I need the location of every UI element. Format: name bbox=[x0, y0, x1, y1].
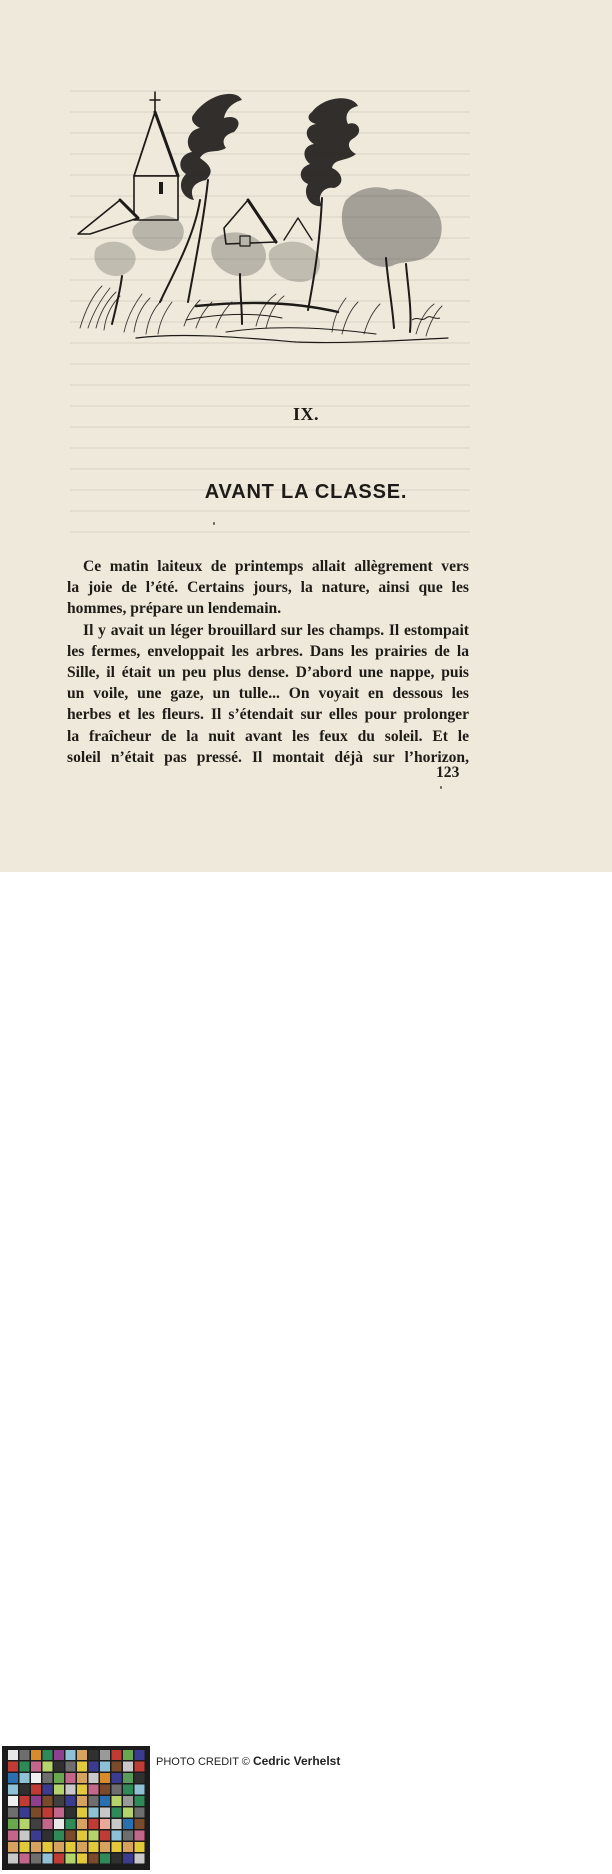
chapter-title: AVANT LA CLASSE. bbox=[204, 481, 408, 503]
color-swatch bbox=[77, 1808, 87, 1818]
ink-speck bbox=[440, 786, 442, 789]
color-swatch bbox=[100, 1854, 110, 1864]
ink-speck bbox=[213, 522, 215, 525]
color-swatch bbox=[31, 1773, 41, 1783]
color-swatch bbox=[31, 1831, 41, 1841]
color-swatch bbox=[77, 1750, 87, 1760]
color-swatch bbox=[123, 1750, 133, 1760]
text-line: un voile, une gaze, un tulle... On voyait en dessous les bbox=[67, 685, 469, 703]
color-swatch bbox=[100, 1819, 110, 1829]
credit-name: Cedric Verhelst bbox=[252, 1754, 341, 1768]
chapter-number: IX. bbox=[292, 404, 319, 424]
color-swatch bbox=[135, 1785, 145, 1795]
color-swatch bbox=[89, 1831, 99, 1841]
color-swatch bbox=[54, 1785, 64, 1795]
color-swatch bbox=[8, 1750, 18, 1760]
color-swatch bbox=[43, 1796, 53, 1806]
color-swatch bbox=[135, 1819, 145, 1829]
color-swatch bbox=[135, 1854, 145, 1864]
color-swatch bbox=[8, 1785, 18, 1795]
color-swatch bbox=[43, 1831, 53, 1841]
color-swatch bbox=[112, 1842, 122, 1852]
color-swatch bbox=[77, 1831, 87, 1841]
credit-label: PHOTO CREDIT © bbox=[156, 1756, 250, 1768]
color-swatch bbox=[66, 1831, 76, 1841]
color-swatch bbox=[77, 1796, 87, 1806]
color-swatch bbox=[112, 1750, 122, 1760]
color-swatch bbox=[77, 1785, 87, 1795]
color-swatch bbox=[43, 1854, 53, 1864]
text-line: Ce matin laiteux de printemps allait allègrement vers bbox=[83, 558, 469, 575]
text-line: hommes, prépare un lendemain. bbox=[67, 600, 282, 618]
color-swatch bbox=[20, 1842, 30, 1852]
color-swatch bbox=[135, 1762, 145, 1772]
color-swatch bbox=[66, 1762, 76, 1772]
color-swatch bbox=[20, 1819, 30, 1829]
color-swatch bbox=[20, 1808, 30, 1818]
color-swatch bbox=[135, 1773, 145, 1783]
color-swatch bbox=[20, 1750, 30, 1760]
color-swatch bbox=[135, 1796, 145, 1806]
color-swatch bbox=[54, 1819, 64, 1829]
color-swatch bbox=[43, 1842, 53, 1852]
color-swatch bbox=[66, 1854, 76, 1864]
color-swatch bbox=[43, 1819, 53, 1829]
color-swatch bbox=[8, 1854, 18, 1864]
color-swatch bbox=[54, 1796, 64, 1806]
text-line: la fraîcheur de la nuit avant les feux du soleil. Et le bbox=[67, 727, 469, 745]
color-swatch bbox=[31, 1750, 41, 1760]
color-swatch bbox=[31, 1842, 41, 1852]
color-swatch bbox=[31, 1796, 41, 1806]
color-swatch bbox=[8, 1819, 18, 1829]
color-swatch bbox=[54, 1808, 64, 1818]
color-swatch bbox=[54, 1842, 64, 1852]
color-swatch bbox=[123, 1773, 133, 1783]
text-line: herbes et les fleurs. Il s’étendait sur elles pour prolonger bbox=[67, 706, 469, 724]
color-swatch bbox=[66, 1785, 76, 1795]
color-swatch bbox=[135, 1808, 145, 1818]
color-swatch bbox=[54, 1831, 64, 1841]
color-swatch bbox=[8, 1831, 18, 1841]
color-swatch bbox=[112, 1796, 122, 1806]
color-swatch bbox=[43, 1773, 53, 1783]
color-swatch bbox=[77, 1854, 87, 1864]
color-swatch bbox=[20, 1773, 30, 1783]
color-swatch bbox=[123, 1762, 133, 1772]
color-swatch bbox=[89, 1796, 99, 1806]
color-swatch bbox=[20, 1796, 30, 1806]
color-swatch bbox=[31, 1854, 41, 1864]
color-swatch bbox=[89, 1762, 99, 1772]
body-text bbox=[67, 556, 469, 768]
footer-strip bbox=[0, 872, 612, 1768]
color-swatch bbox=[112, 1831, 122, 1841]
color-swatch bbox=[66, 1808, 76, 1818]
text-line: soleil n’était pas pressé. Il montait déjà sur l’horizon, bbox=[67, 748, 469, 766]
book-page bbox=[0, 0, 612, 872]
color-swatch bbox=[8, 1796, 18, 1806]
color-swatch bbox=[123, 1785, 133, 1795]
text-line: Sille, il était un peu plus dense. D’abord une nappe, puis bbox=[67, 664, 469, 682]
color-swatch bbox=[112, 1808, 122, 1818]
color-swatch bbox=[8, 1842, 18, 1852]
color-swatch bbox=[112, 1854, 122, 1864]
color-swatch bbox=[123, 1796, 133, 1806]
color-swatch bbox=[54, 1762, 64, 1772]
color-swatch bbox=[66, 1773, 76, 1783]
color-swatch bbox=[89, 1785, 99, 1795]
color-swatch bbox=[100, 1796, 110, 1806]
color-calibration-chart bbox=[2, 1746, 150, 1870]
church-and-trees-illustration bbox=[76, 88, 452, 346]
color-swatch bbox=[123, 1819, 133, 1829]
color-swatch bbox=[89, 1750, 99, 1760]
color-swatch bbox=[135, 1842, 145, 1852]
color-swatch bbox=[123, 1842, 133, 1852]
color-swatch bbox=[112, 1819, 122, 1829]
color-swatch bbox=[54, 1750, 64, 1760]
color-swatch bbox=[112, 1773, 122, 1783]
text-line: la joie de l’été. Certains jours, la nature, ainsi que les bbox=[67, 579, 469, 597]
color-swatch bbox=[77, 1819, 87, 1829]
color-swatch bbox=[31, 1785, 41, 1795]
color-swatch bbox=[89, 1819, 99, 1829]
color-swatch bbox=[66, 1819, 76, 1829]
color-swatch bbox=[100, 1750, 110, 1760]
color-swatch bbox=[54, 1854, 64, 1864]
color-swatch bbox=[77, 1842, 87, 1852]
color-swatch bbox=[112, 1785, 122, 1795]
color-swatch bbox=[31, 1762, 41, 1772]
color-swatch bbox=[8, 1762, 18, 1772]
color-swatch bbox=[123, 1831, 133, 1841]
color-swatch bbox=[100, 1785, 110, 1795]
color-swatch bbox=[66, 1796, 76, 1806]
color-swatch bbox=[89, 1808, 99, 1818]
color-swatch bbox=[66, 1750, 76, 1760]
color-swatch bbox=[66, 1842, 76, 1852]
color-swatch bbox=[77, 1762, 87, 1772]
color-swatch bbox=[89, 1773, 99, 1783]
color-swatch bbox=[20, 1854, 30, 1864]
color-swatch bbox=[112, 1762, 122, 1772]
photo-credit bbox=[156, 1754, 340, 1768]
color-swatch bbox=[100, 1808, 110, 1818]
color-swatch bbox=[43, 1762, 53, 1772]
color-swatch bbox=[20, 1831, 30, 1841]
color-swatch bbox=[135, 1831, 145, 1841]
color-swatch bbox=[123, 1808, 133, 1818]
color-swatch bbox=[8, 1808, 18, 1818]
color-swatch bbox=[54, 1773, 64, 1783]
color-swatch bbox=[8, 1773, 18, 1783]
color-swatch bbox=[89, 1854, 99, 1864]
color-swatch bbox=[135, 1750, 145, 1760]
color-swatch bbox=[43, 1785, 53, 1795]
text-line: Il y avait un léger brouillard sur les champs. Il estompait bbox=[83, 621, 469, 639]
color-swatch bbox=[43, 1808, 53, 1818]
color-swatch bbox=[31, 1819, 41, 1829]
page-number: 123 bbox=[436, 764, 460, 781]
color-swatch bbox=[100, 1831, 110, 1841]
color-swatch bbox=[100, 1842, 110, 1852]
color-swatch bbox=[31, 1808, 41, 1818]
text-line: les fermes, enveloppait les arbres. Dans les prairies de la bbox=[67, 642, 469, 660]
color-swatch bbox=[20, 1785, 30, 1795]
color-swatch bbox=[43, 1750, 53, 1760]
color-swatch bbox=[77, 1773, 87, 1783]
color-swatch bbox=[100, 1773, 110, 1783]
color-swatch bbox=[123, 1854, 133, 1864]
color-swatch bbox=[100, 1762, 110, 1772]
color-swatch bbox=[20, 1762, 30, 1772]
color-swatch bbox=[89, 1842, 99, 1852]
